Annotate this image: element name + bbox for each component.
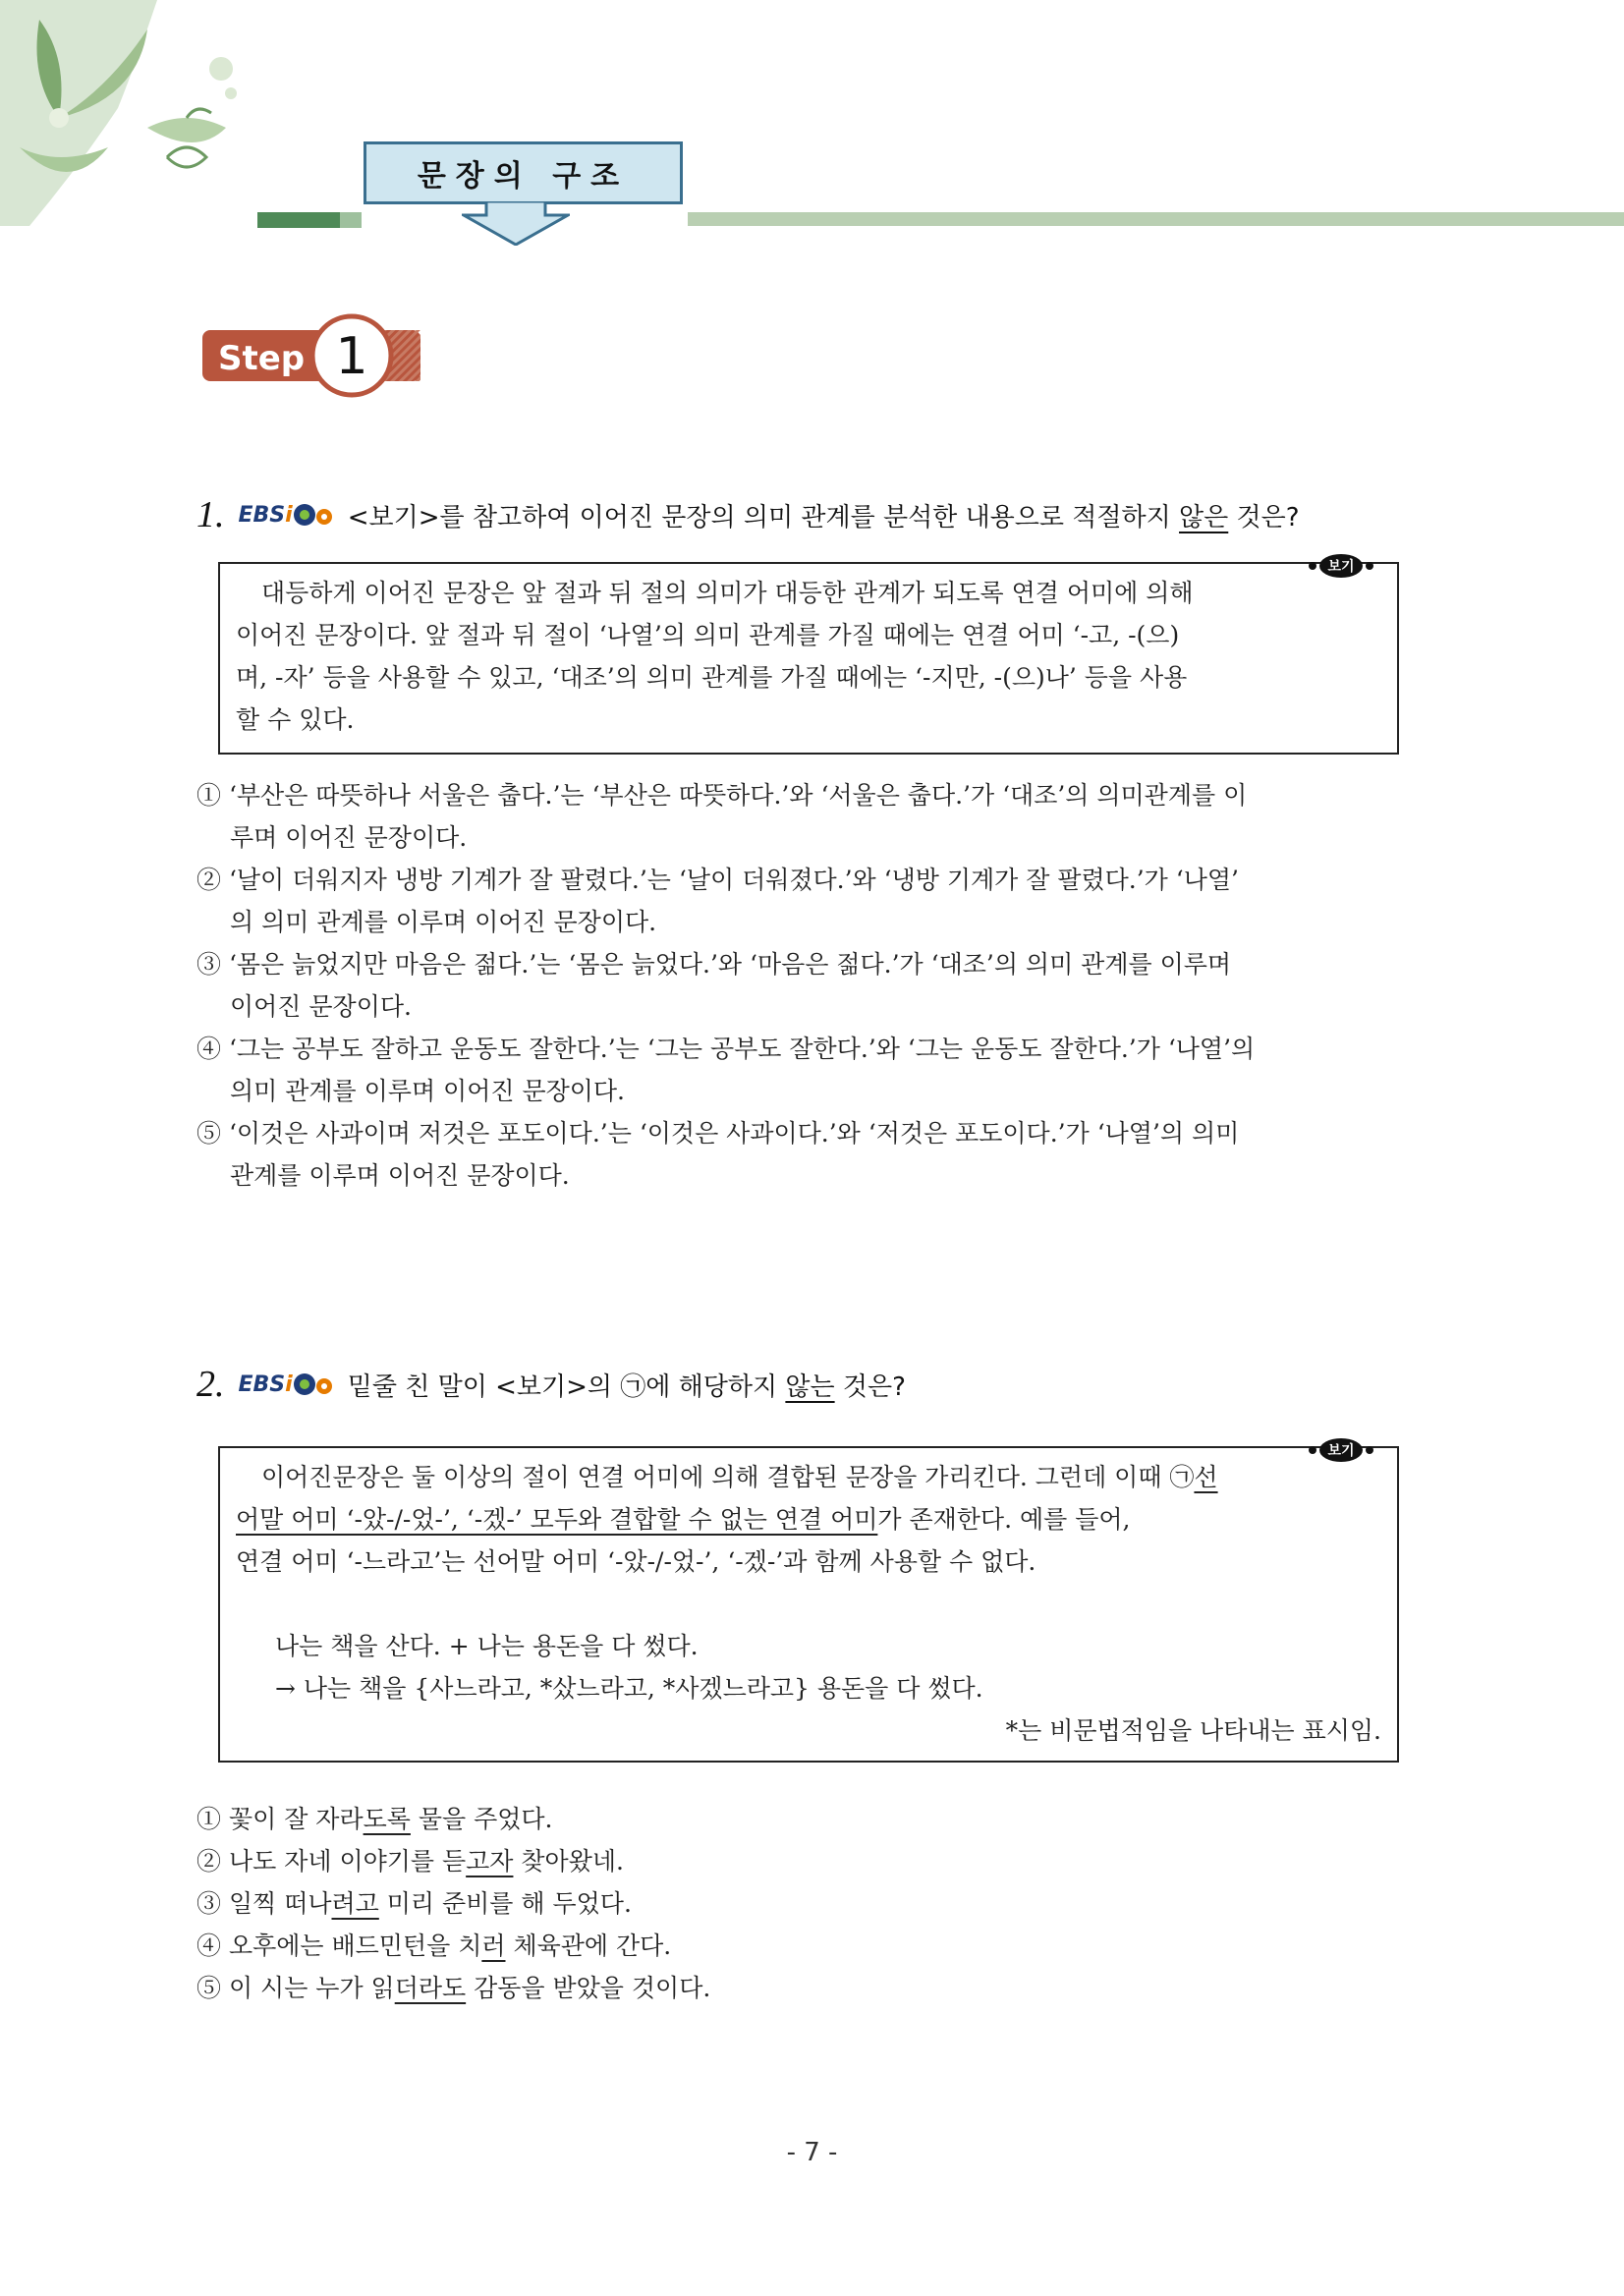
option-item[interactable]: ④ 오후에는 배드민턴을 치러 체육관에 간다. — [196, 1932, 672, 1960]
ebs-logo-icon — [293, 500, 334, 530]
option-item[interactable]: ④ ‘그는 공부도 잘하고 운동도 잘한다.’는 ‘그는 공부도 잘한다.’와 ‘그는 운동도 잘한다.’가 ‘나열’의 의미 관계를 이루며 이어진 문장이다. — [196, 1035, 1256, 1105]
step-badge — [202, 310, 420, 399]
option-item[interactable]: ② ‘날이 더워지자 냉방 기계가 잘 팔렸다.’는 ‘날이 더워졌다.’와 ‘냉방 기계가 잘 팔렸다.’가 ‘나열’ 의 의미 관계를 이루며 이어진 문장이다. — [196, 866, 1239, 936]
title-arrow-icon — [462, 201, 570, 246]
step-number: 1 — [335, 327, 368, 386]
example-sentence: 나는 책을 산다. + 나는 용돈을 다 썼다. — [275, 1632, 699, 1660]
question-2-bogi-text: 이어진문장은 둘 이상의 절이 연결 어미에 의해 결합된 문장을 가리킨다. 그런데 이때 ㉠선 어말 어미 ‘-았-/-었-’, ‘-겠-’ 모두와 결합할 수 없는 연결 어미가 존재한다. 예를 들어, 연결 어미 ‘-느라고’는 선어말 어미 ‘-았-/-었-’, ‘-겠-’과 함께 사용할 수 없다. 나는 책을 산다. + 나는 용돈을 다 썼다. → 나는 책을 {사느라고, *샀느라고, *사겠느라고} 용돈을 다 썼다. *는 비문법적임을 나타내는 표시임. — [220, 1448, 1397, 1752]
question-2-number: 2. — [196, 1364, 225, 1405]
note: *는 비문법적임을 나타내는 표시임. — [1005, 1716, 1381, 1745]
header-bar-mid — [340, 212, 362, 228]
ebs-logo: EBSi — [239, 500, 334, 530]
question-2-prompt: 밑줄 친 말이 <보기>의 ㉠에 해당하지 않는 것은? — [347, 1372, 906, 1402]
question-2-header — [196, 1363, 906, 1406]
option-item[interactable]: ① ‘부산은 따뜻하나 서울은 춥다.’는 ‘부산은 따뜻하다.’와 ‘서울은 춥다.’가 ‘대조’의 의미관계를 이 루며 이어진 문장이다. — [196, 781, 1248, 852]
option-item[interactable]: ⑤ ‘이것은 사과이며 저것은 포도이다.’는 ‘이것은 사과이다.’와 ‘저것은 포도이다.’가 ‘나열’의 의미 관계를 이루며 이어진 문장이다. — [196, 1119, 1240, 1190]
bogi-badge-icon — [1307, 1438, 1375, 1462]
option-item[interactable]: ② 나도 자네 이야기를 듣고자 찾아왔네. — [196, 1847, 624, 1876]
header-bar-light — [688, 212, 1624, 226]
question-1-options — [196, 774, 1415, 1197]
leaf-decoration — [0, 0, 265, 236]
question-1-bogi-box — [218, 562, 1399, 755]
option-item[interactable]: ⑤ 이 시는 누가 읽더라도 감동을 받았을 것이다. — [196, 1974, 711, 2002]
step-label: Step — [218, 339, 306, 378]
svg-text:보기: 보기 — [1327, 559, 1355, 575]
option-item[interactable]: ① 꽃이 잘 자라도록 물을 주었다. — [196, 1805, 553, 1833]
example-sentence: → 나는 책을 {사느라고, *샀느라고, *사겠느라고} 용돈을 다 썼다. — [275, 1674, 983, 1703]
ebs-logo-icon — [293, 1370, 334, 1399]
question-1-number: 1. — [196, 494, 225, 535]
question-2-bogi-box — [218, 1446, 1399, 1763]
page-number: - 7 - — [786, 2138, 838, 2167]
section-title: 문장의 구조 — [364, 141, 683, 204]
header-bar-dark — [257, 212, 340, 228]
question-2-options — [196, 1798, 1415, 2009]
question-1-bogi-text: 대등하게 이어진 문장은 앞 절과 뒤 절의 의미가 대등한 관계가 되도록 연결 어미에 의해 이어진 문장이다. 앞 절과 뒤 절이 ‘나열’의 의미 관계를 가질 때에는 연결 어미 ‘-고, -(으) 며, -자’ 등을 사용할 수 있고, ‘대조’의 의미 관계를 가질 때에는 ‘-지만, -(으)나’ 등을 사용 할 수 있다. — [236, 579, 1194, 734]
question-1-header — [196, 493, 1300, 536]
option-item[interactable]: ③ ‘몸은 늙었지만 마음은 젊다.’는 ‘몸은 늙었다.’와 ‘마음은 젊다.’가 ‘대조’의 의미 관계를 이루며 이어진 문장이다. — [196, 950, 1232, 1021]
question-1-prompt: <보기>를 참고하여 이어진 문장의 의미 관계를 분석한 내용으로 적절하지 않은 것은? — [347, 502, 1300, 532]
ebs-logo: EBSi — [239, 1370, 334, 1399]
svg-text:보기: 보기 — [1327, 1443, 1355, 1459]
option-item[interactable]: ③ 일찍 떠나려고 미리 준비를 해 두었다. — [196, 1889, 632, 1918]
bogi-badge-icon — [1307, 554, 1375, 578]
